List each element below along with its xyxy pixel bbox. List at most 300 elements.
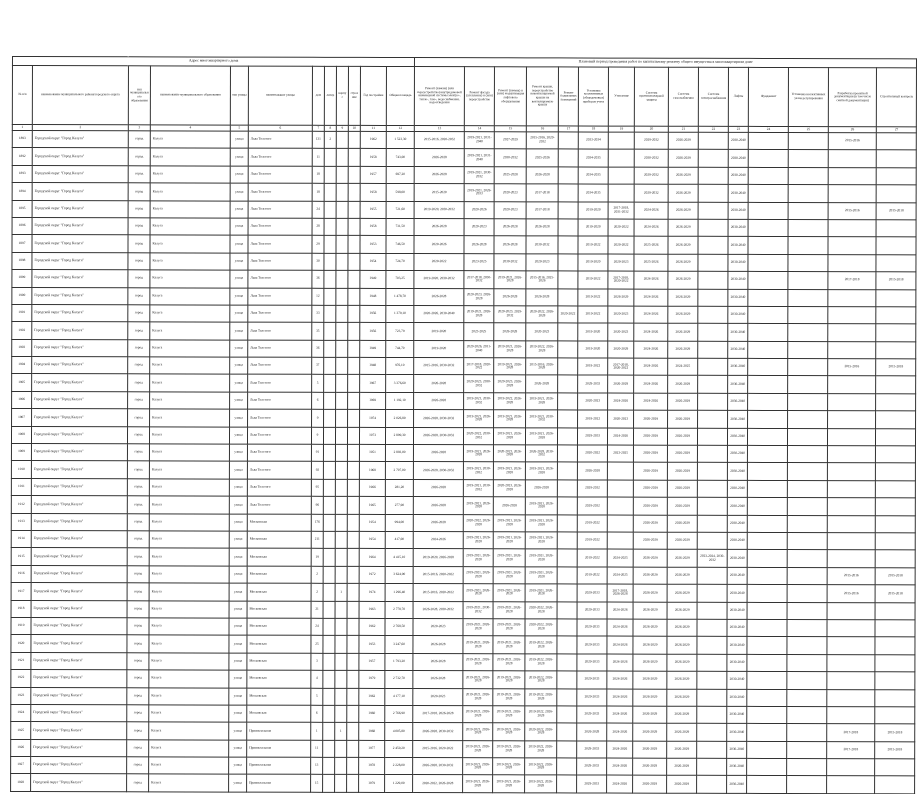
period-project-docs <box>827 602 875 620</box>
period-facade: 2020-2023, 2026-2028 <box>464 288 494 305</box>
period-elevator: 2019-2021, 2026-2028 <box>493 740 525 757</box>
period-insulation <box>607 532 633 549</box>
period-regulators <box>787 619 827 636</box>
period-supervision <box>875 689 915 706</box>
period-fire-protection: 2024-2026 <box>634 219 668 236</box>
row-number: 1912 <box>11 496 31 513</box>
building-block <box>336 201 348 218</box>
building-block: 1 <box>335 584 347 601</box>
document-sheet <box>10 56 914 794</box>
structure <box>347 775 359 792</box>
period-elevator: 2020-2023, 2026-2028 <box>494 445 526 462</box>
street-type: улица <box>230 375 248 392</box>
period-engineering: 2015-2016, 2020-2022 <box>413 740 463 758</box>
period-supervision <box>876 428 916 445</box>
column-number: 14 <box>464 126 494 132</box>
period-basement <box>558 184 578 201</box>
total-area: 2 768,50 <box>385 618 413 635</box>
period-basement <box>558 271 578 288</box>
column-number: 1 <box>12 125 32 131</box>
period-insulation: 2020-2022 <box>608 236 634 253</box>
period-engineering: 2020-2022, 2026-2028 <box>413 775 463 793</box>
period-engineering: 2026-2028 <box>413 479 463 497</box>
house-letter <box>323 636 335 653</box>
column-number: 20 <box>634 126 668 132</box>
period-elevator: 2020-2023, 2026-2028 <box>493 480 525 497</box>
period-electric <box>698 184 728 201</box>
period-facade: 2019-2021, 2026-2028 <box>463 758 493 775</box>
house-number: 91 <box>311 444 323 461</box>
total-area: 3 624,90 <box>385 566 413 583</box>
period-lifts: 2030-2040 <box>727 776 747 793</box>
total-area: 3 247,60 <box>385 636 413 653</box>
period-project-docs <box>828 150 876 168</box>
period-foundation <box>747 706 787 723</box>
period-basement <box>557 532 577 549</box>
period-elevator: 2019-2021, 2026-2028 <box>493 688 525 705</box>
period-elevator: 2030-2032 <box>494 253 526 270</box>
house-letter <box>324 236 336 253</box>
period-electric <box>698 237 728 254</box>
period-meters: 2034-2035 <box>578 149 608 166</box>
column-number: 5 <box>230 125 248 131</box>
period-foundation <box>747 498 787 515</box>
column-number: 4 <box>150 125 230 131</box>
period-project-docs <box>827 689 875 707</box>
municipality-type: город <box>128 287 150 304</box>
period-electric <box>697 689 727 706</box>
period-electric <box>698 376 728 393</box>
period-project-docs <box>827 776 875 794</box>
period-foundation <box>747 602 787 619</box>
period-elevator: 2019-2021, 2026-2028 <box>493 775 525 792</box>
period-supervision <box>875 672 915 689</box>
period-regulators <box>788 306 828 323</box>
period-lifts: 2030-2040 <box>728 445 748 462</box>
building-block <box>335 514 347 531</box>
period-project-docs <box>827 515 875 533</box>
row-number: 1921 <box>11 652 31 669</box>
period-regulators <box>788 393 828 410</box>
row-number: 1915 <box>11 548 31 565</box>
area-name: Городской округ "Город Калуга" <box>31 444 127 462</box>
building-block <box>336 392 348 409</box>
column-header: литер <box>324 66 336 125</box>
period-basement <box>557 671 577 688</box>
period-elevator: 2019-2021, 2026-2028 <box>493 514 525 531</box>
house-letter <box>323 601 335 618</box>
street-type: улица <box>229 601 247 618</box>
period-meters: 2033-2034 <box>578 132 608 149</box>
period-roof: 2020-2022, 2026-2028 <box>525 601 557 618</box>
period-project-docs: 2015-2016 <box>828 359 876 377</box>
period-electric <box>697 637 727 654</box>
period-elevator: 2019-2021, 2026-2028 <box>493 567 525 584</box>
period-regulators <box>787 741 827 758</box>
period-electric <box>697 515 727 532</box>
period-fire-protection: 2026-2029 <box>633 654 667 671</box>
building-block <box>335 670 347 687</box>
period-electric <box>698 202 728 219</box>
street-type: улица <box>229 531 247 548</box>
area-name: Городской округ "Город Калуга" <box>31 774 127 792</box>
period-gas: 2026-2029 <box>667 550 697 567</box>
period-fire-protection: 2026-2029 <box>633 619 667 636</box>
period-fire-protection: 2024-2026 <box>634 271 668 288</box>
period-supervision <box>876 324 916 341</box>
structure <box>347 531 359 548</box>
row-number: 1908 <box>11 426 31 443</box>
period-insulation <box>608 184 634 201</box>
street-name: Льва Толстого <box>248 131 312 149</box>
structure <box>348 201 360 218</box>
street-name: Московская <box>247 514 311 532</box>
total-area: 2 893,00 <box>385 445 413 462</box>
structure <box>347 566 359 583</box>
period-lifts: 2030-2040 <box>727 498 747 515</box>
municipality-name: Калуга <box>150 287 230 305</box>
total-area: 1 523,30 <box>386 131 414 148</box>
period-gas: 2026-2029 <box>667 671 697 688</box>
construction-year: 1962 <box>359 618 385 635</box>
period-regulators <box>788 463 828 480</box>
period-roof: 2020-2022, 2026-2028 <box>525 723 557 740</box>
structure <box>347 444 359 461</box>
structure <box>348 218 360 235</box>
period-fire-protection: 2029-2032 <box>634 184 668 201</box>
area-name: Городской округ "Город Калуга" <box>32 218 128 236</box>
building-block <box>336 166 348 183</box>
period-basement <box>558 393 578 410</box>
period-lifts: 2030-2040 <box>728 185 748 202</box>
total-area: 724,70 <box>386 253 414 270</box>
building-block <box>336 149 348 166</box>
building-block <box>335 705 347 722</box>
column-number: 10 <box>348 125 360 131</box>
period-basement <box>558 410 578 427</box>
structure <box>347 584 359 601</box>
total-area: 1 296,40 <box>385 584 413 601</box>
period-engineering: 2019-2020 <box>414 323 464 341</box>
house-letter <box>323 462 335 479</box>
municipality-type: город <box>127 653 149 670</box>
period-project-docs <box>828 446 876 464</box>
street-name: Привокзальная <box>247 775 311 793</box>
house-letter <box>324 201 336 218</box>
period-regulators <box>787 533 827 550</box>
period-supervision <box>875 481 915 498</box>
period-electric <box>698 324 728 341</box>
house-letter <box>323 531 335 548</box>
house-letter: 2 <box>324 131 336 148</box>
period-meters: 2029-2033 <box>577 688 607 705</box>
area-name: Городской округ "Город Калуга" <box>31 548 127 566</box>
building-block <box>336 288 348 305</box>
period-gas: 2026-2029 <box>667 758 697 775</box>
period-facade: 2020-2026 <box>464 201 494 218</box>
row-number: 1924 <box>11 704 31 721</box>
period-supervision <box>875 620 915 637</box>
period-meters: 2034-2035 <box>578 167 608 184</box>
period-foundation <box>748 132 788 149</box>
total-area: 2 766,90 <box>385 705 413 722</box>
row-number: 1914 <box>11 530 31 547</box>
period-foundation <box>748 359 788 376</box>
municipality-name: Калуга <box>150 409 230 427</box>
period-meters: 2029-2033 <box>578 375 608 392</box>
period-fire-protection: 2026-2029 <box>633 532 667 549</box>
construction-year: 1957 <box>359 653 385 670</box>
period-fire-protection: 2026-2029 <box>633 602 667 619</box>
period-engineering: 2019-2020, 2030-2032 <box>414 271 464 289</box>
period-roof: 2019-2022, 2026-2028 <box>525 741 557 758</box>
period-supervision <box>876 133 916 150</box>
column-number: 23 <box>728 126 748 132</box>
municipality-name: Калуга <box>149 687 229 705</box>
period-roof: 2019-2022, 2026-2028 <box>525 636 557 653</box>
house-letter <box>324 218 336 235</box>
period-engineering: 2020-2022 <box>414 253 464 271</box>
period-foundation <box>747 515 787 532</box>
construction-year: 1973 <box>359 427 385 444</box>
period-foundation <box>748 289 788 306</box>
period-engineering: 2015-2020 <box>414 184 464 202</box>
construction-year: 1964 <box>359 549 385 566</box>
period-basement <box>557 758 577 775</box>
period-supervision: 2015-2018 <box>875 741 915 758</box>
period-roof: 2019-2021, 2026-2028 <box>525 497 557 514</box>
period-facade: 2023-2025 <box>464 253 494 270</box>
column-header: строение <box>348 66 360 125</box>
construction-year: 1968 <box>359 723 385 740</box>
period-meters: 2029-2032 <box>577 497 607 514</box>
period-supervision <box>875 759 915 776</box>
period-meters: 2019-2022 <box>578 410 608 427</box>
period-meters: 2029-2033 <box>577 619 607 636</box>
period-facade: 2019-2021, 2030-2032 <box>464 166 494 183</box>
period-regulators <box>788 359 828 376</box>
period-roof: 2019-2021, 2026-2028 <box>526 462 558 479</box>
total-area: 4 005,80 <box>385 723 413 740</box>
period-elevator: 2020-2023, 2026-2028 <box>494 375 526 392</box>
period-meters: 2019-2020 <box>578 323 608 340</box>
period-basement <box>558 445 578 462</box>
period-project-docs <box>828 393 876 411</box>
period-gas: 2026-2029 <box>668 289 698 306</box>
period-regulators <box>788 150 828 167</box>
house-number: 96 <box>311 496 323 513</box>
period-engineering: 2015-2016, 2030-2032 <box>414 358 464 376</box>
municipality-name: Калуга <box>149 600 229 618</box>
house-letter <box>324 183 336 200</box>
period-engineering: 2026-2028 <box>414 375 464 393</box>
period-project-docs <box>827 550 875 568</box>
period-project-docs <box>828 307 876 325</box>
period-supervision <box>876 376 916 393</box>
period-insulation: 2017-2018, 2020-2022 <box>608 271 634 288</box>
period-insulation: 2020-2022 <box>608 219 634 236</box>
column-header: Ремонт фасада (утепление) и (или) переустройство <box>464 67 494 126</box>
period-insulation: 2024-2026 <box>607 741 633 758</box>
period-basement <box>558 201 578 218</box>
municipality-type: город <box>128 270 150 287</box>
period-facade: 2019-2021, 2031-2040 <box>464 149 494 166</box>
municipality-name: Калуга <box>150 253 230 271</box>
street-name: Льва Толстого <box>248 392 312 410</box>
period-foundation <box>747 637 787 654</box>
period-insulation: 2017-2018, 2026-2028 <box>607 584 633 601</box>
row-number: 1892 <box>12 148 32 165</box>
structure <box>347 549 359 566</box>
period-basement <box>558 132 578 149</box>
total-area: 2 228,00 <box>385 758 413 775</box>
house-number: 2 <box>311 566 323 583</box>
municipality-name: Калуга <box>150 235 230 253</box>
construction-year: 1977 <box>359 740 385 757</box>
column-number: 17 <box>558 126 578 132</box>
street-type: улица <box>229 618 247 635</box>
column-header: Система противопожарной защиты <box>634 67 668 126</box>
period-supervision <box>875 637 915 654</box>
municipality-name: Калуга <box>150 218 230 236</box>
period-roof: 2019-2021, 2026-2028 <box>525 514 557 531</box>
total-area: 1 379,10 <box>386 305 414 322</box>
structure <box>347 636 359 653</box>
street-type: улица <box>230 357 248 374</box>
column-header: Год постройки <box>360 66 386 125</box>
period-elevator: 2019-2021, 2026-2028 <box>494 427 526 444</box>
street-type: улица <box>229 548 247 565</box>
period-gas: 2026-2029 <box>668 271 698 288</box>
total-area: 731,50 <box>386 218 414 235</box>
construction-year: 1953 <box>359 636 385 653</box>
column-number: 3 <box>128 125 150 131</box>
period-supervision: 2015-2018 <box>875 585 915 602</box>
period-lifts: 2030-2040 <box>728 411 748 428</box>
period-project-docs <box>827 759 875 777</box>
municipality-type: город <box>127 774 149 791</box>
period-facade: 2019-2021, 2030-2032 <box>463 601 493 618</box>
period-roof: 2019-2022, 2026-2028 <box>525 654 557 671</box>
period-project-docs <box>827 654 875 672</box>
period-project-docs: 2017-2018 <box>827 741 875 759</box>
row-number: 1896 <box>12 217 32 234</box>
period-roof: 2020-2023 <box>526 254 558 271</box>
total-area: 1 478,70 <box>386 288 414 305</box>
street-type: улица <box>230 183 248 200</box>
total-area: 697,20 <box>386 166 414 183</box>
period-insulation: 2024-2025 <box>607 549 633 566</box>
period-roof: 2019-2021, 2026-2028 <box>525 532 557 549</box>
period-supervision <box>876 341 916 358</box>
period-electric <box>698 358 728 375</box>
building-block <box>335 775 347 792</box>
table-body <box>11 131 917 794</box>
municipality-name: Калуга <box>149 740 229 758</box>
period-electric <box>697 480 727 497</box>
house-number: 13 <box>311 757 323 774</box>
municipality-name: Калуга <box>149 444 229 462</box>
period-elevator: 2019-2021, 2026-2028 <box>493 532 525 549</box>
period-basement <box>557 741 577 758</box>
period-insulation: 2020-2023 <box>608 410 634 427</box>
house-letter <box>323 757 335 774</box>
construction-year: 1949 <box>360 271 386 288</box>
building-block <box>336 305 348 322</box>
structure <box>348 166 360 183</box>
area-name: Городской округ "Город Калуга" <box>31 583 127 601</box>
period-meters: 2029-2033 <box>577 671 607 688</box>
period-gas: 2026-2029 <box>668 410 698 427</box>
construction-year: 1962 <box>360 131 386 148</box>
construction-year: 1978 <box>359 757 385 774</box>
period-regulators <box>788 219 828 236</box>
period-insulation: 2017-2018, 2031-2032 <box>608 202 634 219</box>
period-electric <box>698 411 728 428</box>
period-lifts: 2030-2040 <box>728 132 748 149</box>
period-basement <box>558 219 578 236</box>
period-lifts: 2030-2040 <box>727 532 747 549</box>
period-lifts: 2030-2040 <box>727 689 747 706</box>
column-header: наименование муниципального района/городского округа <box>32 66 128 125</box>
period-roof: 2020-2022, 2026-2028 <box>526 306 558 323</box>
house-letter <box>323 688 335 705</box>
house-letter <box>324 410 336 427</box>
period-regulators <box>788 324 828 341</box>
period-supervision <box>875 515 915 532</box>
period-insulation <box>607 480 633 497</box>
street-name: Льва Толстого <box>247 479 311 497</box>
period-engineering: 2026-2028 <box>414 445 464 463</box>
street-name: Льва Толстого <box>248 375 312 393</box>
period-insulation <box>608 462 634 479</box>
area-name: Городской округ "Город Калуга" <box>32 339 128 357</box>
period-basement <box>557 688 577 705</box>
period-roof: 2020-2022, 2026-2028 <box>525 619 557 636</box>
municipality-name: Калуга <box>150 200 230 218</box>
period-fire-protection: 2026-2029 <box>633 689 667 706</box>
house-number: 28 <box>312 218 324 235</box>
building-block <box>336 184 348 201</box>
period-gas: 2026-2029 <box>668 184 698 201</box>
construction-year: 1960 <box>359 705 385 722</box>
area-name: Городской округ "Город Калуга" <box>32 409 128 427</box>
street-name: Привокзальная <box>247 722 311 740</box>
period-fire-protection: 2029-2032 <box>634 132 668 149</box>
period-roof: 2019-2022, 2026-2028 <box>525 688 557 705</box>
period-engineering: 2020-2026 <box>414 236 464 254</box>
column-number: 26 <box>828 127 876 133</box>
municipality-name: Калуга <box>149 653 229 671</box>
period-lifts: 2030-2040 <box>728 376 748 393</box>
municipality-name: Калуга <box>149 513 229 531</box>
column-header: Ремонт подвальных помещений <box>558 67 578 126</box>
period-roof: 2019-2021, 2026-2028 <box>526 427 558 444</box>
street-type: улица <box>230 201 248 218</box>
street-type: улица <box>229 496 247 513</box>
street-name: Льва Толстого <box>248 235 312 253</box>
house-letter <box>323 514 335 531</box>
total-area: 721,60 <box>386 201 414 218</box>
period-elevator: 2019-2022, 2026-2028 <box>494 393 526 410</box>
period-supervision <box>876 185 916 202</box>
period-lifts: 2030-2040 <box>728 167 748 184</box>
structure <box>348 323 360 340</box>
construction-year: 1969 <box>360 392 386 409</box>
row-number: 1913 <box>11 513 31 530</box>
municipality-name: Калуга <box>149 548 229 566</box>
period-roof: 2019-2022, 2026-2028 <box>525 706 557 723</box>
